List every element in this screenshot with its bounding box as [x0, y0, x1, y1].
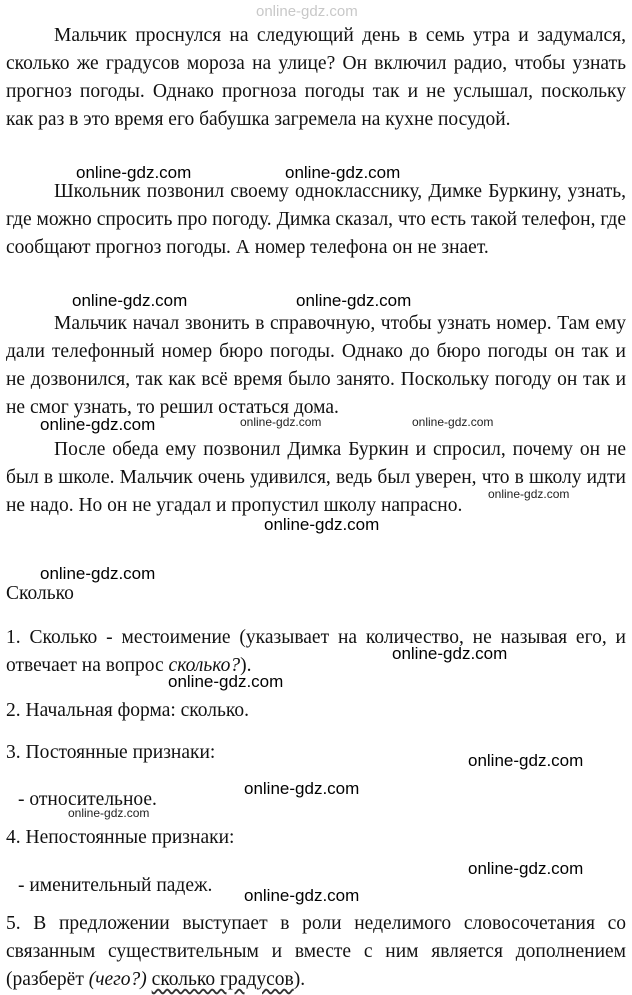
- watermark: online-gdz.com: [68, 806, 150, 820]
- watermark: online-gdz.com: [168, 672, 284, 691]
- analysis-item-3-sub: - относительное.: [18, 789, 157, 810]
- watermark: online-gdz.com: [412, 415, 494, 429]
- watermark: online-gdz.com: [76, 163, 192, 182]
- analysis-item-4-sub: - именительный падеж.: [18, 875, 213, 896]
- underlined-phrase: сколько градусов: [151, 969, 294, 990]
- analysis-item-5: 5. В предложении выступает в роли неделимого словосочетания со связанным существительным и вместе с ним является дополнением (разберёт (чего?) сколько градусов).: [6, 913, 626, 990]
- analysis-item-2: 2. Начальная форма: сколько.: [6, 700, 250, 721]
- watermark: online-gdz.com: [488, 487, 570, 501]
- paragraph-1: Мальчик проснулся на следующий день в семь утра и задумался, сколько же градусов мороза на улице? Он включил радио, чтобы узнать прогноз погоды. Однако прогноза погоды так и не услышал, поскольку как раз в это время его бабушка загремела на кухне посудой.: [6, 25, 626, 130]
- watermark: online-gdz.com: [468, 859, 584, 878]
- watermark: online-gdz.com: [40, 415, 156, 434]
- watermark: online-gdz.com: [285, 163, 401, 182]
- watermark: online-gdz.com: [468, 751, 584, 770]
- watermark: online-gdz.com: [392, 644, 508, 663]
- paragraph-3: Мальчик начал звонить в справочную, чтобы узнать номер. Там ему дали телефонный номер бюро погоды. Однако до бюро погоды он так и не дозвонился, так как всё время было занято. Поскольку погоду он так и не смог узнать, то решил остаться дома.: [6, 313, 626, 418]
- watermark: online-gdz.com: [296, 291, 412, 310]
- watermark: online-gdz.com: [40, 564, 156, 583]
- watermark: online-gdz.com: [244, 886, 360, 905]
- watermark: online-gdz.com: [244, 779, 360, 798]
- analysis-item-3: 3. Постоянные признаки:: [6, 742, 216, 763]
- watermark: online-gdz.com: [240, 415, 322, 429]
- analysis-item-4: 4. Непостоянные признаки:: [6, 827, 235, 848]
- paragraph-2: Школьник позвонил своему однокласснику, Димке Буркину, узнать, где можно спросить про погоду. Димка сказал, что есть такой телефон, где сообщают прогноз погоды. А номер телефона он не знает.: [6, 181, 626, 258]
- question-mark-chego: (чего?): [88, 969, 147, 990]
- watermark: online-gdz.com: [264, 515, 380, 534]
- watermark: online-gdz.com: [72, 291, 188, 310]
- paragraph-4: После обеда ему позвонил Димка Буркин и спросил, почему он не был в школе. Мальчик очень удивился, ведь был уверен, что в школу идти не надо. Но он не угадал и пропустил школу напрасно.: [6, 439, 626, 516]
- watermark-top: online-gdz.com: [256, 3, 358, 20]
- analysis-item-1: 1. Сколько - местоимение (указывает на количество, не называя его, и отвечает на вопрос сколько?).: [6, 627, 626, 676]
- analysis-heading: Сколько: [6, 583, 74, 604]
